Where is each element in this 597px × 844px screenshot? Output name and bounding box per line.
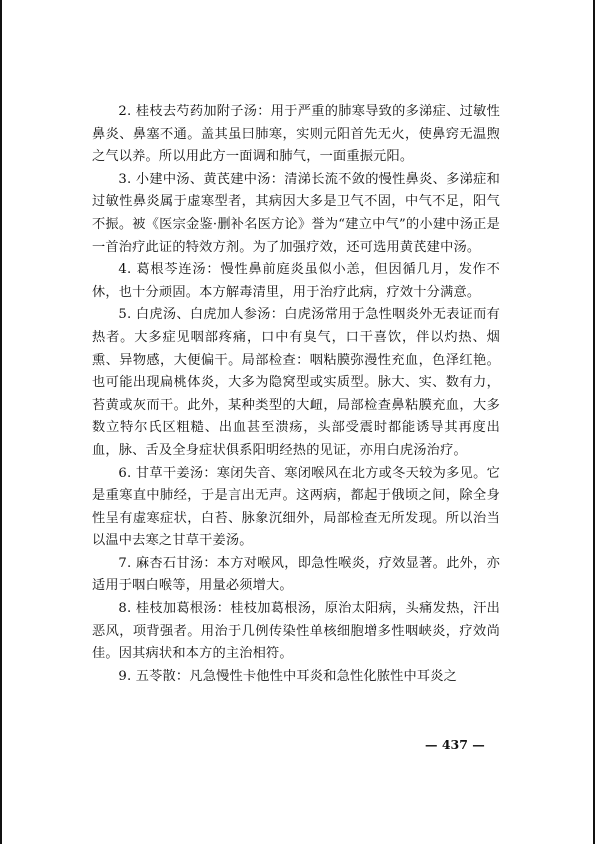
paragraph-item-7: 7. 麻杏石甘汤：本方对喉风，即急性喉炎，疗效显著。此外，亦适用于咽白喉等，用量必须增大。 [92,555,500,594]
page-left-border [0,0,2,844]
paragraph-item-5: 5. 白虎汤、白虎加人参汤：白虎汤常用于急性咽炎外无表证而有热者。大多症见咽部疼痛，口中有臭气，口干喜饮，伴以灼热、烟熏、异物感，大便偏干。局部检查：咽粘膜弥漫性充血，色泽红艳。也可能出现扁桃体炎，大多为隐窝型或实质型。脉大、实、数有力，苔黄或灰而干。此外，某种类型的大衄，局部检查鼻粘膜充血，大多数立特尔氏区粗糙、出血甚至溃疡，头部受震时都能诱导其再度出血，脉、舌及全身症状俱系阳明经热的见证，亦用白虎汤治疗。 [92,307,500,458]
paragraph-item-6: 6. 甘草干姜汤：寒闭失音、寒闭喉风在北方或冬天较为多见。它是重寒直中肺经，于是言出无声。这两病，都起于俄顷之间，除全身性呈有虚寒症状，白苔、脉象沉细外，局部检查无所发现。所以治当以温中去寒之甘草干姜汤。 [92,465,500,549]
paragraph-item-8: 8. 桂枝加葛根汤：桂枝加葛根汤，原治太阳病，头痛发热，汗出恶风，项背强者。用治于几例传染性单核细胞增多性咽峡炎，疗效尚佳。因其病状和本方的主治相符。 [92,601,500,662]
paragraph-item-3: 3. 小建中汤、黄芪建中汤：清涕长流不敛的慢性鼻炎、多涕症和过敏性鼻炎属于虚寒型者，其病因大多是卫气不固，中气不足，阳气不振。被《医宗金鉴·删补名医方论》誉为“建立中气”的小建中汤正是一首治疗此证的特效方剂。为了加强疗效，还可选用黄芪建中汤。 [92,171,500,255]
paragraph-item-4: 4. 葛根芩连汤：慢性鼻前庭炎虽似小恙，但因循几月，发作不休，也十分顽固。本方解毒清里，用于治疗此病，疗效十分满意。 [92,262,500,300]
paragraph-item-9: 9. 五苓散：凡急慢性卡他性中耳炎和急性化脓性中耳炎之 [118,668,458,684]
page-right-border [593,0,595,844]
page-number: — 437 — [425,737,485,752]
paragraph-item-2: 2. 桂枝去芍药加附子汤：用于严重的肺寒导致的多涕症、过敏性鼻炎、鼻塞不通。盖其虽曰肺寒，实则元阳首先无火，使鼻窍无温煦之气以养。所以用此方一面调和肺气，一面重振元阳。 [92,104,500,165]
page-body [92,101,500,688]
